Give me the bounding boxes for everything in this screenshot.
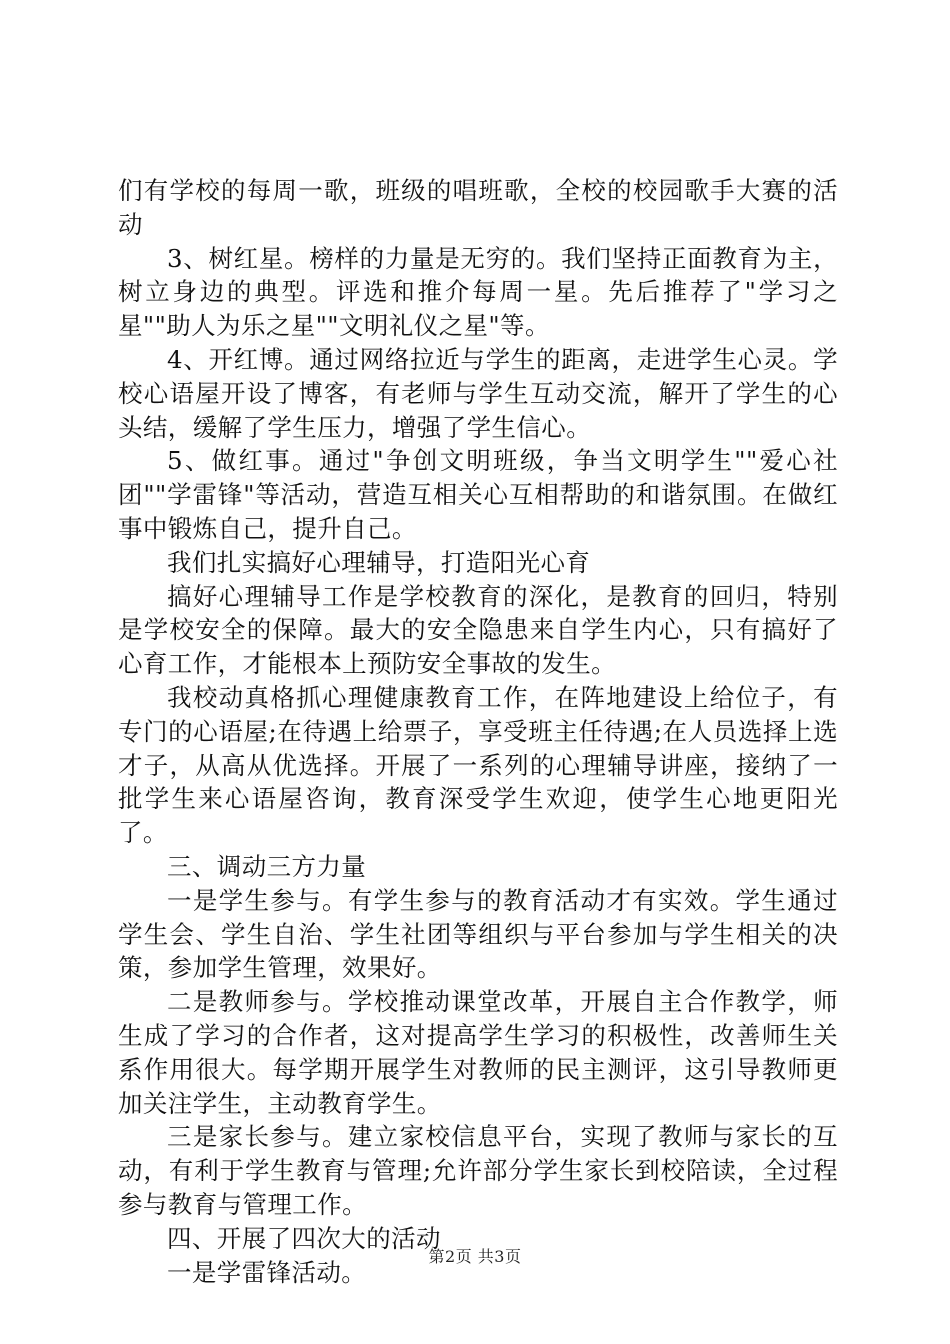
document-body	[118, 174, 838, 1289]
section-heading: 三、调动三方力量	[167, 851, 367, 881]
paragraph: 二是教师参与。学校推动课堂改革，开展自主合作教学，师生成了学习的合作者，这对提高学生学习的积极性，改善师生关系作用很大。每学期开展学生对教师的民主测评，这引导教师更加关注学生，主动教育学生。	[118, 987, 838, 1118]
page-number-footer: 第2页 共3页	[428, 1247, 522, 1266]
paragraph: 4、开红博。通过网络拉近与学生的距离，走进学生心灵。学校心语屋开设了博客，有老师与学生互动交流，解开了学生的心头结，缓解了学生压力，增强了学生信心。	[118, 344, 838, 442]
section-heading: 我们扎实搞好心理辅导，打造阳光心育	[167, 547, 591, 577]
paragraph: 三是家长参与。建立家校信息平台，实现了教师与家长的互动，有利于学生教育与管理;允许部分学生家长到校陪读，全过程参与教育与管理工作。	[118, 1122, 838, 1219]
paragraph: 一是学雷锋活动。	[167, 1257, 367, 1287]
paragraph: 5、做红事。通过"争创文明班级，争当文明学生""爱心社团""学雷锋"等活动，营造互相关心互相帮助的和谐氛围。在做红事中锻炼自己，提升自己。	[118, 446, 838, 543]
paragraph: 们有学校的每周一歌，班级的唱班歌，全校的校园歌手大赛的活动	[118, 176, 838, 239]
paragraph: 搞好心理辅导工作是学校教育的深化，是教育的回归，特别是学校安全的保障。最大的安全隐患来自学生内心，只有搞好了心育工作，才能根本上预防安全事故的发生。	[118, 581, 838, 679]
paragraph: 我校动真格抓心理健康教育工作，在阵地建设上给位子，有专门的心语屋;在待遇上给票子，享受班主任待遇;在人员选择上选才子，从高从优选择。开展了一系列的心理辅导讲座，接纳了一批学生来心语屋咨询，教育深受学生欢迎，使学生心地更阳光了。	[118, 682, 838, 848]
paragraph: 3、树红星。榜样的力量是无穷的。我们坚持正面教育为主，树立身边的典型。评选和推介每周一星。先后推荐了"学习之星""助人为乐之星""文明礼仪之星"等。	[118, 243, 838, 341]
section-heading: 四、开展了四次大的活动	[167, 1223, 441, 1253]
paragraph: 一是学生参与。有学生参与的教育活动才有实效。学生通过学生会、学生自治、学生社团等组织与平台参加与学生相关的决策，参加学生管理，效果好。	[118, 885, 838, 983]
